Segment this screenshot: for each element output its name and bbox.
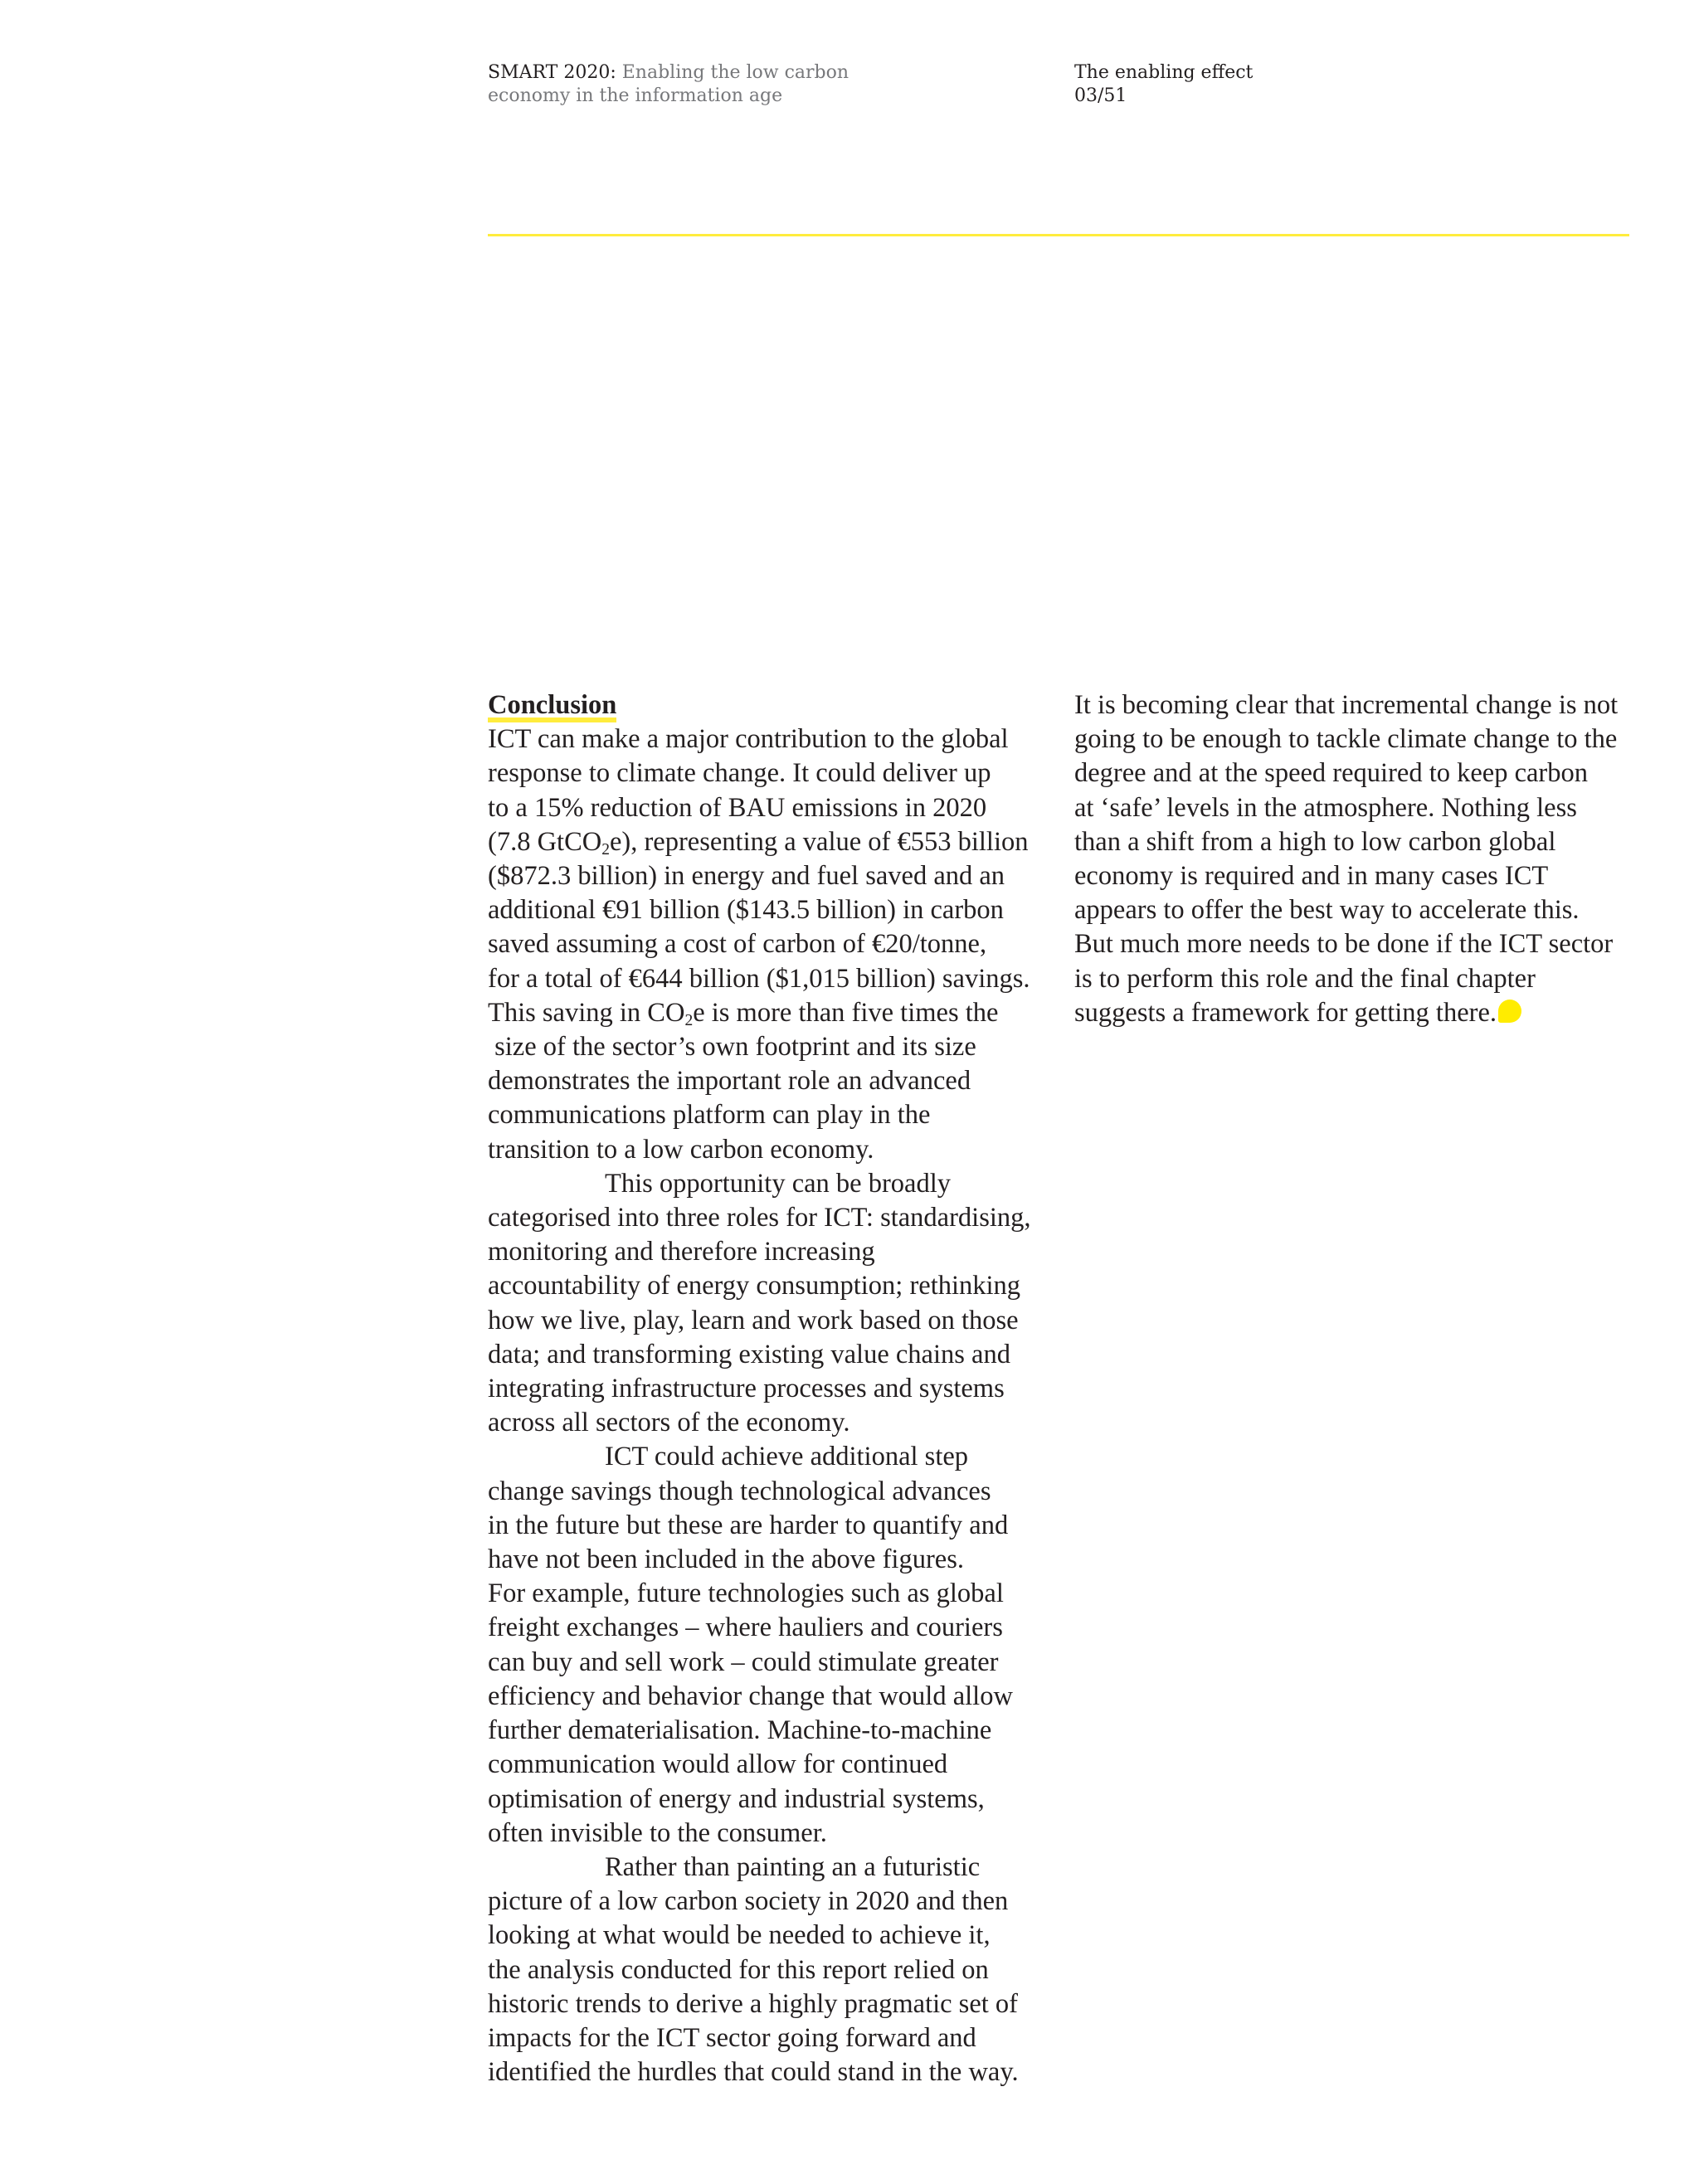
text-line: across all sectors of the economy. — [488, 1408, 850, 1438]
paragraph-2 — [488, 1167, 1060, 1441]
text-line: identified the hurdles that could stand in the way. — [488, 2057, 1019, 2088]
paragraph-3 — [488, 1440, 1060, 1850]
text-line: monitoring and therefore increasing — [488, 1237, 875, 1267]
text-line: often invisible to the consumer. — [488, 1817, 827, 1848]
page-number: 03/51 — [1074, 85, 1127, 106]
text-line: optimisation of energy and industrial systems, — [488, 1783, 985, 1814]
text-line: change savings though technological advances — [488, 1476, 991, 1506]
text-line: is to perform this role and the final chapter — [1074, 963, 1536, 994]
paragraph-1 — [488, 722, 1060, 1167]
text-line: size of the sector’s own footprint and its size — [488, 1032, 976, 1063]
text-line: saved assuming a cost of carbon of €20/tonne, — [488, 929, 987, 960]
yellow-divider — [488, 234, 1629, 236]
text-line: historic trends to derive a highly pragmatic set of — [488, 1988, 1018, 2019]
section-heading: Conclusion — [488, 688, 616, 722]
text-line: freight exchanges – where hauliers and couriers — [488, 1612, 1003, 1643]
text-line: impacts for the ICT sector going forward and — [488, 2022, 976, 2053]
text-line: demonstrates the important role an advanced — [488, 1066, 971, 1097]
text-line: ICT could achieve additional step — [605, 1442, 969, 1472]
text-line: how we live, play, learn and work based on those — [488, 1305, 1019, 1335]
text-line: going to be enough to tackle climate change to the — [1074, 724, 1618, 755]
section-header — [1074, 61, 1406, 108]
text-line: for a total of €644 billion ($1,015 billion) savings. — [488, 963, 1030, 994]
text-line: But much more needs to be done if the ICT sector — [1074, 929, 1614, 960]
text-line: transition to a low carbon economy. — [488, 1134, 874, 1165]
document-title-rest-2: economy in the information age — [488, 85, 783, 106]
text-line: categorised into three roles for ICT: standardising, — [488, 1203, 1031, 1233]
paragraph-5 — [1074, 688, 1655, 1030]
text-line: For example, future technologies such as global — [488, 1578, 1004, 1609]
text-line: additional €91 billion ($143.5 billion) in carbon — [488, 895, 1004, 926]
text-line: further dematerialisation. Machine-to-machine — [488, 1715, 992, 1746]
text-line: ($872.3 billion) in energy and fuel saved and an — [488, 861, 1005, 892]
text-line: picture of a low carbon society in 2020 and then — [488, 1886, 1009, 1917]
text-line: response to climate change. It could deliver up — [488, 758, 991, 789]
document-title — [488, 61, 952, 108]
text-line: ICT can make a major contribution to the global — [488, 724, 1009, 755]
text-line: efficiency and behavior change that would allow — [488, 1681, 1013, 1711]
right-column — [1074, 688, 1655, 1030]
text-line: at ‘safe’ levels in the atmosphere. Nothing less — [1074, 792, 1577, 823]
text-line: degree and at the speed required to keep carbon — [1074, 758, 1589, 789]
text-line: to a 15% reduction of BAU emissions in 2020 — [488, 792, 987, 823]
text-line: communications platform can play in the — [488, 1100, 931, 1131]
text-line: the analysis conducted for this report relied on — [488, 1954, 989, 1985]
text-line: have not been included in the above figures. — [488, 1544, 964, 1575]
text-line: can buy and sell work – could stimulate greater — [488, 1647, 999, 1677]
paragraph-4 — [488, 1851, 1060, 2089]
text-line: This saving in $CO_2e$ is more than five times the — [488, 997, 999, 1029]
document-title-bold: SMART 2020: — [488, 62, 616, 83]
left-column — [488, 688, 1060, 2089]
text-line: appears to offer the best way to accelerate this. — [1074, 895, 1580, 926]
text-line: accountability of energy consumption; rethinking — [488, 1271, 1021, 1301]
text-line: data; and transforming existing value chains and — [488, 1339, 1010, 1369]
text-line: It is becoming clear that incremental change is not — [1074, 690, 1619, 720]
text-line: (7.8 GtCO$_2$e), representing a value of €553 billion — [488, 826, 1029, 859]
text-line-last: suggests a framework for getting there. — [1074, 996, 1655, 1030]
text-line: than a shift from a high to low carbon global — [1074, 826, 1556, 857]
text-line: integrating infrastructure processes and systems — [488, 1374, 1005, 1404]
text-line: looking at what would be needed to achieve it, — [488, 1920, 991, 1951]
speech-bubble-icon — [1498, 1000, 1521, 1023]
document-title-rest: Enabling the low carbon — [621, 62, 850, 83]
text-line: economy is required and in many cases ICT — [1074, 861, 1549, 892]
text-line: This opportunity can be broadly — [605, 1168, 951, 1199]
text-line: in the future but these are harder to quantify and — [488, 1510, 1009, 1540]
text-line: communication would allow for continued — [488, 1749, 948, 1780]
text-line: Rather than painting an a futuristic — [605, 1851, 981, 1882]
section-title: The enabling effect — [1074, 62, 1254, 83]
